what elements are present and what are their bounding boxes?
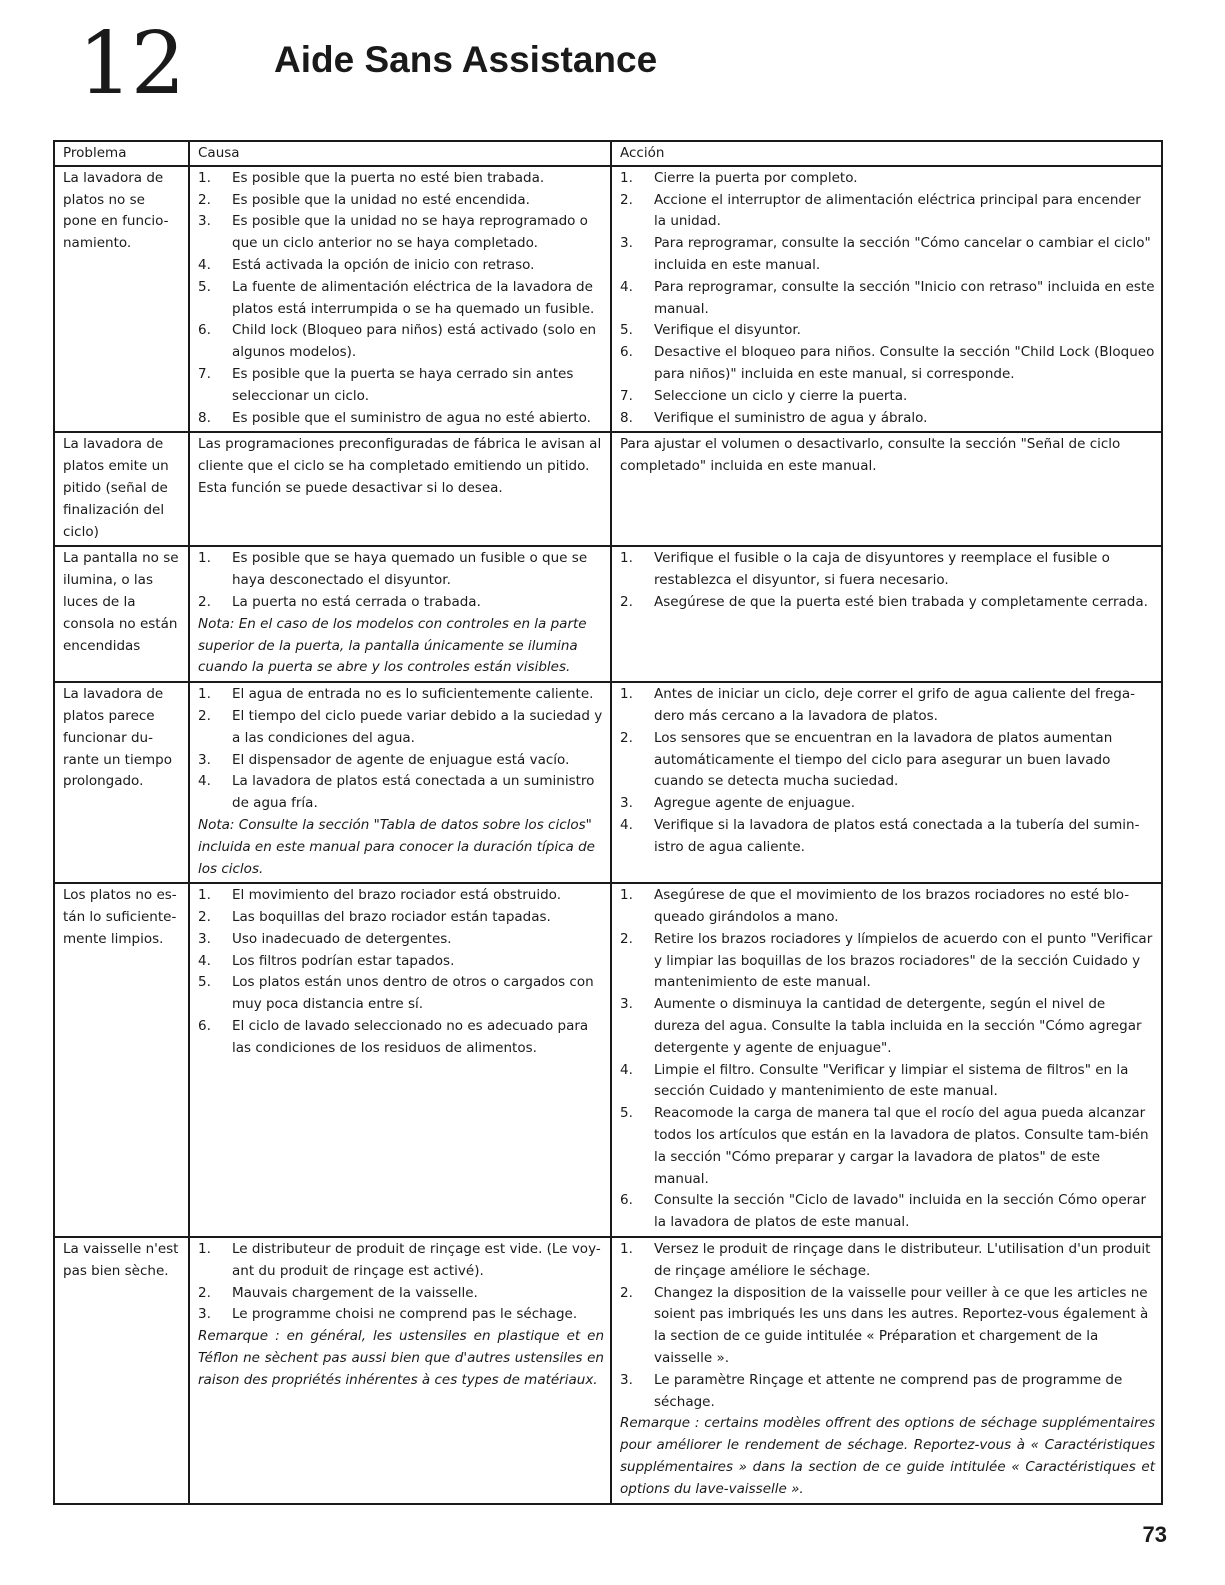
item-text: El movimiento del brazo rociador está obstruido. [232, 887, 561, 904]
list-item [198, 592, 604, 614]
list-item [620, 1283, 1155, 1370]
cause-list [198, 168, 604, 430]
list-item [620, 1239, 1155, 1283]
problem-cell: La lavadora de platos emite un pitido (señal de finalización del ciclo) [54, 432, 189, 546]
table-row [54, 1237, 1162, 1504]
action-list [620, 1239, 1155, 1413]
item-text: Aumente o disminuya la cantidad de detergente, según el nivel de dureza del agua. Consulte la tabla incluida en la sección "Cómo agregar detergente y agente de enjuague". [654, 996, 1142, 1056]
list-item [620, 592, 1155, 614]
item-number: 2. [198, 593, 211, 610]
table-row [54, 883, 1162, 1237]
list-item [198, 548, 604, 592]
list-item [620, 994, 1155, 1059]
item-number: 2. [620, 593, 633, 610]
item-number: 3. [620, 996, 633, 1013]
list-item [620, 408, 1155, 430]
action-list [620, 548, 1155, 613]
header-action: Acción [611, 141, 1162, 166]
item-text: Está activada la opción de inicio con retraso. [232, 256, 535, 273]
list-item [198, 750, 604, 772]
list-item [198, 190, 604, 212]
action-cell [611, 546, 1162, 682]
list-item [620, 1060, 1155, 1104]
action-cell [611, 432, 1162, 546]
cause-list [198, 885, 604, 1059]
item-number: 2. [198, 707, 211, 724]
action-note: Remarque : certains modèles offrent des options de séchage supplémentaires pour améliorer le rendement de séchage. Reportez-vous à « Caractéristiques supplémentaires » dans la section de ce guide intitulée « Caractéristiques et options du lave-vaisselle ». [620, 1415, 1155, 1497]
cause-cell [189, 1237, 611, 1504]
item-number: 2. [198, 191, 211, 208]
list-item [198, 211, 604, 255]
cause-cell [189, 682, 611, 883]
item-text: Agregue agente de enjuague. [654, 795, 856, 812]
header-problem: Problema [54, 141, 189, 166]
list-item [198, 320, 604, 364]
item-text: Limpie el filtro. Consulte "Verificar y limpiar el sistema de filtros" en la sección Cuidado y mantenimiento de este manual. [654, 1061, 1129, 1100]
list-item [198, 1016, 604, 1060]
item-text: Es posible que la puerta no esté bien trabada. [232, 169, 545, 186]
item-text: Versez le produit de rinçage dans le distributeur. L'utilisation d'un produit de rinçage améliore le séchage. [654, 1241, 1151, 1279]
item-number: 2. [198, 909, 211, 926]
list-item [198, 168, 604, 190]
item-number: 7. [620, 387, 633, 404]
item-text: Asegúrese de que la puerta esté bien trabada y completamente cerrada. [654, 593, 1148, 610]
table-row [54, 682, 1162, 883]
table-row [54, 166, 1162, 433]
list-item [198, 907, 604, 929]
list-item [620, 233, 1155, 277]
item-number: 1. [620, 550, 633, 567]
troubleshooting-table [53, 140, 1163, 1505]
item-number: 3. [198, 213, 211, 230]
item-text: Accione el interruptor de alimentación eléctrica principal para encender la unidad. [654, 191, 1141, 230]
table-body [54, 166, 1162, 1504]
cause-note: Nota: En el caso de los modelos con controles en la parte superior de la puerta, la pantalla únicamente se ilumina cuando la puerta se abre y los controles están visibles. [198, 615, 587, 676]
list-item [198, 706, 604, 750]
list-item [620, 1103, 1155, 1190]
list-item [198, 972, 604, 1016]
item-number: 4. [198, 952, 211, 969]
item-number: 5. [620, 322, 633, 339]
item-text: Reacomode la carga de manera tal que el rocío del agua pueda alcanzar todos los artículos que están en la lavadora de platos. Consulte tam-bién la sección "Cómo preparar y cargar la lavadora de platos" de este manual. [654, 1105, 1149, 1187]
list-item [620, 548, 1155, 592]
list-item [620, 815, 1155, 859]
list-item [620, 168, 1155, 190]
list-item [198, 255, 604, 277]
cause-note: Remarque : en général, les ustensiles en plastique et en Téflon ne sèchent pas aussi bien que d'autres ustensiles en raison des propriétés inhérentes à ces types de matériaux. [198, 1328, 604, 1388]
list-item [198, 951, 604, 973]
cause-cell [189, 432, 611, 546]
action-cell [611, 1237, 1162, 1504]
item-number: 4. [620, 816, 633, 833]
item-number: 8. [620, 409, 633, 426]
item-text: Cierre la puerta por completo. [654, 169, 858, 186]
item-number: 1. [198, 686, 211, 703]
item-text: Changez la disposition de la vaisselle pour veiller à ce que les articles ne soient pas imbriqués les uns dans les autres. Reportez-vous également à la section de ce guide intitulée « Préparation et chargement de la vaisselle ». [654, 1284, 1149, 1367]
cause-cell [189, 546, 611, 682]
list-item [198, 1304, 604, 1326]
item-number: 1. [198, 550, 211, 567]
item-number: 3. [620, 795, 633, 812]
item-number: 1. [620, 169, 633, 186]
item-text: La puerta no está cerrada o trabada. [232, 593, 481, 610]
item-number: 1. [198, 887, 211, 904]
item-text: Seleccione un ciclo y cierre la puerta. [654, 387, 908, 404]
table-row [54, 432, 1162, 546]
item-number: 6. [198, 322, 211, 339]
item-number: 4. [198, 773, 211, 790]
item-text: Verifique si la lavadora de platos está conectada a la tubería del sumin-istro de agua caliente. [654, 816, 1140, 855]
action-cell [611, 166, 1162, 433]
item-text: Asegúrese de que el movimiento de los brazos rociadores no esté blo-queado girándolos a mano. [654, 887, 1130, 926]
list-item [620, 728, 1155, 793]
list-item [620, 277, 1155, 321]
item-number: 5. [620, 1105, 633, 1122]
item-text: Los filtros podrían estar tapados. [232, 952, 455, 969]
item-number: 2. [620, 191, 633, 208]
page-number: 73 [1142, 1522, 1167, 1547]
action-cell [611, 682, 1162, 883]
item-text: Le paramètre Rinçage et attente ne comprend pas de programme de séchage. [654, 1371, 1123, 1410]
item-number: 3. [620, 1371, 633, 1388]
list-item [620, 190, 1155, 234]
item-number: 4. [620, 1061, 633, 1078]
action-list [620, 168, 1155, 430]
item-text: El ciclo de lavado seleccionado no es adecuado para las condiciones de los residuos de alimentos. [232, 1018, 589, 1056]
item-text: Para reprogramar, consulte la sección "Inicio con retraso" incluida en este manual. [654, 278, 1155, 317]
item-text: Es posible que la puerta se haya cerrado sin antes seleccionar un ciclo. [232, 365, 574, 404]
table-row [54, 546, 1162, 682]
problem-cell: La pantalla no se ilumina, o las luces de la consola no están encendidas [54, 546, 189, 682]
action-list [620, 684, 1155, 858]
list-item [198, 1283, 604, 1305]
cause-text: Las programaciones preconfiguradas de fábrica le avisan al cliente que el ciclo se ha completado emitiendo un pitido. Esta función se puede desactivar si lo desea. [198, 436, 602, 496]
cause-list [198, 1239, 604, 1326]
item-text: La fuente de alimentación eléctrica de la lavadora de platos está interrumpida o se ha quemado un fusible. [232, 278, 595, 317]
item-text: Child lock (Bloqueo para niños) está activado (solo en algunos modelos). [232, 322, 597, 361]
item-number: 7. [198, 365, 211, 382]
problem-cell: La vaisselle n'est pas bien sèche. [54, 1237, 189, 1504]
item-text: Es posible que se haya quemado un fusible o que se haya desconectado el disyuntor. [232, 550, 588, 589]
list-item [620, 1370, 1155, 1414]
list-item [198, 364, 604, 408]
list-item [620, 342, 1155, 386]
cause-list [198, 548, 604, 613]
item-number: 3. [198, 1306, 211, 1323]
cause-list [198, 684, 604, 815]
list-item [620, 885, 1155, 929]
item-number: 6. [620, 1192, 633, 1209]
item-text: Verifique el fusible o la caja de disyuntores y reemplace el fusible o restablezca el disyuntor, si fuera necesario. [654, 550, 1110, 589]
item-number: 8. [198, 409, 211, 426]
list-item [620, 386, 1155, 408]
item-text: El dispensador de agente de enjuague está vacío. [232, 751, 570, 768]
list-item [198, 277, 604, 321]
item-text: Las boquillas del brazo rociador están tapadas. [232, 909, 551, 926]
cause-cell [189, 166, 611, 433]
item-number: 2. [198, 1284, 211, 1301]
item-text: Le distributeur de produit de rinçage est vide. (Le voy-ant du produit de rinçage est activé). [232, 1241, 601, 1279]
list-item [620, 320, 1155, 342]
item-number: 2. [620, 930, 633, 947]
item-text: Consulte la sección "Ciclo de lavado" incluida en la sección Cómo operar la lavadora de platos de este manual. [654, 1192, 1147, 1231]
item-text: Verifique el disyuntor. [654, 322, 801, 339]
cause-note: Nota: Consulte la sección "Tabla de datos sobre los ciclos" incluida en este manual para conocer la duración típica de los ciclos. [198, 816, 595, 877]
chapter-number: 12 [78, 14, 184, 114]
item-text: Uso inadecuado de detergentes. [232, 930, 452, 947]
list-item [198, 684, 604, 706]
problem-cell: La lavadora de platos no se pone en funcio-namiento. [54, 166, 189, 433]
item-number: 6. [198, 1018, 211, 1035]
item-number: 1. [620, 1241, 633, 1258]
item-text: Es posible que la unidad no se haya reprogramado o que un ciclo anterior no se haya completado. [232, 213, 588, 252]
table-header-row [54, 141, 1162, 166]
item-number: 6. [620, 344, 633, 361]
item-number: 1. [198, 169, 211, 186]
list-item [198, 1239, 604, 1283]
item-number: 1. [620, 887, 633, 904]
problem-cell: Los platos no es-tán lo suficiente-mente limpios. [54, 883, 189, 1237]
item-number: 3. [620, 235, 633, 252]
item-text: Es posible que la unidad no esté encendida. [232, 191, 530, 208]
action-list [620, 885, 1155, 1234]
item-text: Mauvais chargement de la vaisselle. [232, 1284, 478, 1301]
item-number: 3. [198, 930, 211, 947]
list-item [198, 408, 604, 430]
item-number: 4. [620, 278, 633, 295]
page-title: Aide Sans Assistance [274, 39, 658, 80]
action-text: Para ajustar el volumen o desactivarlo, consulte la sección "Señal de ciclo completado" incluida en este manual. [620, 436, 1121, 475]
list-item [620, 793, 1155, 815]
item-text: La lavadora de platos está conectada a un suministro de agua fría. [232, 773, 595, 812]
item-text: Verifique el suministro de agua y ábralo. [654, 409, 928, 426]
item-number: 1. [198, 1241, 211, 1258]
item-text: Los platos están unos dentro de otros o cargados con muy poca distancia entre sí. [232, 974, 594, 1013]
action-cell [611, 883, 1162, 1237]
item-text: Para reprogramar, consulte la sección "Cómo cancelar o cambiar el ciclo" incluida en este manual. [654, 235, 1151, 273]
item-number: 5. [198, 278, 211, 295]
item-number: 5. [198, 974, 211, 991]
item-text: Le programme choisi ne comprend pas le séchage. [232, 1306, 578, 1323]
item-text: Los sensores que se encuentran en la lavadora de platos aumentan automáticamente el tiempo del ciclo para asegurar un buen lavado cuando se detecta mucha suciedad. [654, 729, 1113, 790]
list-item [620, 1190, 1155, 1234]
cause-cell [189, 883, 611, 1237]
item-number: 2. [620, 729, 633, 746]
item-number: 2. [620, 1284, 633, 1301]
header-cause: Causa [189, 141, 611, 166]
list-item [620, 684, 1155, 728]
item-text: Es posible que el suministro de agua no esté abierto. [232, 409, 591, 426]
item-text: El agua de entrada no es lo suficientemente caliente. [232, 686, 594, 703]
item-number: 4. [198, 256, 211, 273]
list-item [198, 929, 604, 951]
item-text: Antes de iniciar un ciclo, deje correr el grifo de agua caliente del frega-dero más cercano a la lavadora de platos. [654, 686, 1135, 724]
item-number: 3. [198, 751, 211, 768]
list-item [198, 771, 604, 815]
list-item [620, 929, 1155, 994]
item-text: Retire los brazos rociadores y límpielos de acuerdo con el punto "Verificar y limpiar las boquillas de los brazos rociadores" de la sección Cuidado y mantenimiento de este manual. [654, 930, 1153, 991]
item-text: Desactive el bloqueo para niños. Consulte la sección "Child Lock (Bloqueo para niños)" incluida en este manual, si corresponde. [654, 344, 1155, 382]
problem-cell: La lavadora de platos parece funcionar du-rante un tiempo prolongado. [54, 682, 189, 883]
list-item [198, 885, 604, 907]
item-number: 1. [620, 686, 633, 703]
item-text: El tiempo del ciclo puede variar debido a la suciedad y a las condiciones del agua. [232, 707, 603, 746]
